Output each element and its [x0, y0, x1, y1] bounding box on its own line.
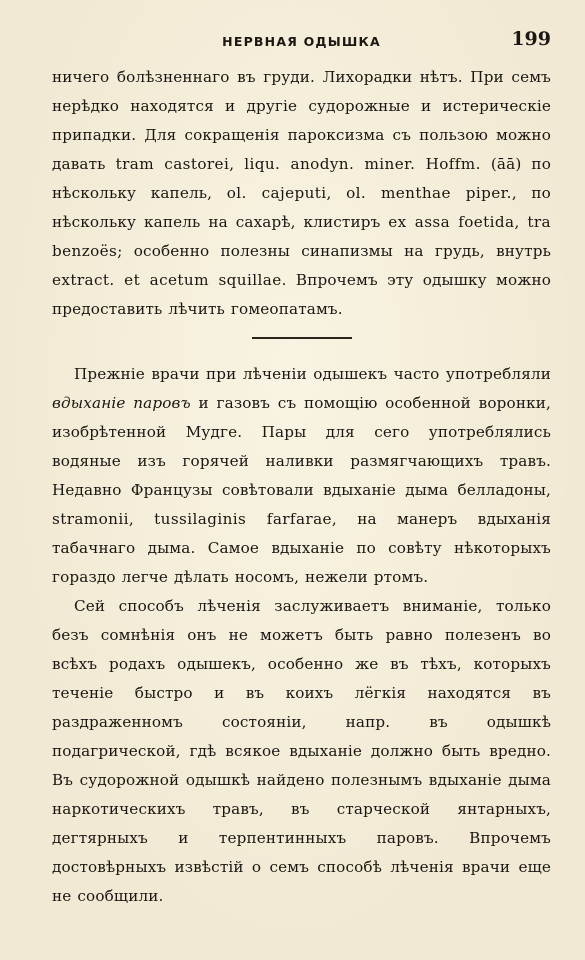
- latin-term: extract. et acetum squillae: [52, 271, 282, 289]
- emphasized-term: вдыханіе паровъ: [52, 394, 191, 412]
- latin-term: liqu. anodyn. miner. Hoffm.: [244, 155, 481, 173]
- text-run: ,: [514, 213, 528, 231]
- text-run: Сей способъ лѣченія заслуживаетъ вниманіе, только безъ сомнѣнія онъ не можетъ быть равно полезенъ во всѣхъ родахъ одышекъ, особенно же въ тѣхъ, которыхъ теченіе быстро и въ коихъ лёгкія находятся въ раздраженномъ состояніи, напр. въ одышкѣ подагрической, гдѣ всякое вдыханіе должно быть вредно. Въ судорожной одышкѣ найдено полезнымъ вдыханіе дыма наркотическихъ травъ, въ старческой янтарныхъ, дегтярныхъ и терпентинныхъ паровъ. Впрочемъ достовѣрныхъ извѣстій о семъ способѣ лѣченія врачи еще не сообщили.: [52, 597, 551, 905]
- latin-term: stramonii: [52, 510, 129, 528]
- text-run: , на манеръ вдыханія табачнаго дыма. Самое вдыханіе по совѣту нѣкоторыхъ гораздо легче дѣлать носомъ, нежели ртомъ.: [52, 510, 551, 586]
- paragraph-inhalation: [52, 360, 551, 592]
- body-text: [52, 63, 551, 911]
- text-run: ; особенно полезны синапизмы на грудь, внутрь: [117, 242, 551, 260]
- section-separator: [252, 337, 352, 339]
- latin-term: tram castorei: [115, 155, 230, 173]
- latin-term: tussilaginis farfarae: [154, 510, 332, 528]
- text-run: . Впрочемъ эту одышку можно предоставить лѣчить гомеопатамъ.: [52, 271, 552, 318]
- latin-term: tra benzoës: [52, 213, 551, 260]
- text-run: ,: [128, 510, 155, 528]
- running-head: [52, 30, 551, 52]
- text-run: Прежніе врачи при лѣченіи одышекъ часто употребляли: [74, 365, 551, 383]
- text-run: ,: [229, 155, 245, 173]
- latin-term: ol. cajeputi: [226, 184, 327, 202]
- paragraph-method-assessment: [52, 592, 551, 911]
- text-run: (āā) по нѣскольку капель,: [52, 155, 551, 202]
- latin-term: ex assa foetida: [388, 213, 515, 231]
- page-number: 199: [511, 28, 551, 50]
- text-run: и газовъ съ помощію особенной воронки, изобрѣтенной Мудге. Пары для сего употреблялись водяные изъ горячей наливки размягчающихъ травъ. Недавно Французы совѣтовали вдыханіе дыма белладоны,: [52, 394, 551, 499]
- running-title: НЕРВНАЯ ОДЫШКА: [222, 34, 381, 49]
- text-run: ничего болѣзненнаго въ груди. Лихорадки нѣтъ. При семъ нерѣдко находятся и другіе судорожные и истерическіе припадки. Для сокращенія пароксизма съ пользою можно давать: [52, 68, 551, 173]
- text-run: , по нѣскольку капель на сахарѣ, клистиръ: [52, 184, 551, 231]
- text-run: ,: [326, 184, 347, 202]
- paragraph-continuation: [52, 63, 551, 324]
- latin-term: ol. menthae piper.: [346, 184, 512, 202]
